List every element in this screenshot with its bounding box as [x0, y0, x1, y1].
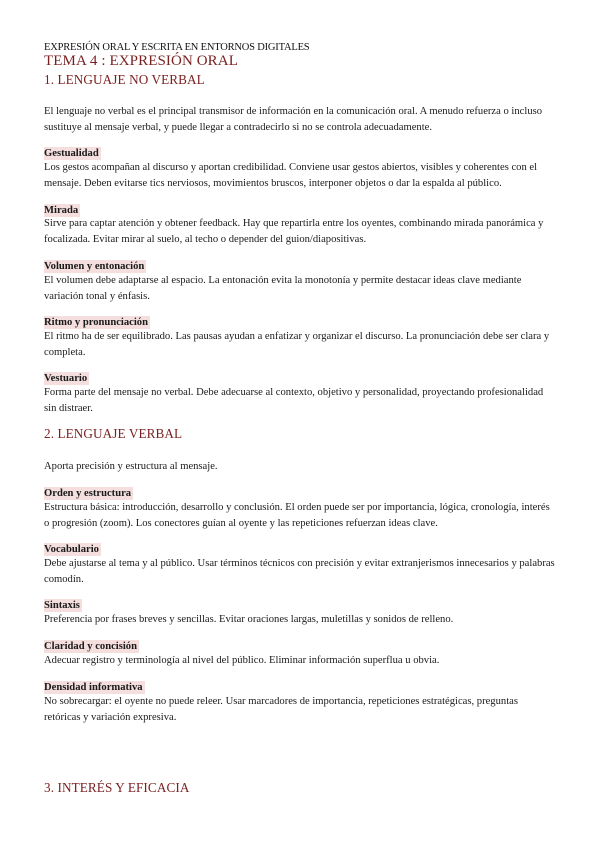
paragraph-vestuario: Forma parte del mensaje no verbal. Debe adecuarse al contexto, objetivo y personalidad, proyectando profesionalidad sin distraer. — [44, 387, 544, 414]
topic-title: TEMA 4 : EXPRESIÓN ORAL — [44, 53, 238, 69]
section-heading-verbal: 2. LENGUAJE VERBAL — [44, 426, 183, 441]
section-heading-nonverbal: 1. LENGUAJE NO VERBAL — [44, 72, 205, 87]
subheading-densidad: Densidad informativa — [44, 682, 143, 693]
paragraph-vocabulario: Debe ajustarse al tema y al público. Usar términos técnicos con precisión y evitar extranjerismos innecesarios y palabras comodín. — [44, 558, 555, 585]
subheading-vocabulario: Vocabulario — [44, 544, 99, 555]
course-title: EXPRESIÓN ORAL Y ESCRITA EN ENTORNOS DIGITALES — [44, 42, 310, 53]
subheading-sintaxis: Sintaxis — [44, 600, 80, 611]
section-intro-verbal: Aporta precisión y estructura al mensaje. — [44, 461, 218, 472]
paragraph-volumen: El volumen debe adaptarse al espacio. La entonación evita la monotonía y permite destacar ideas clave mediante variación tonal y énfasis. — [44, 275, 522, 302]
subheading-gestualidad: Gestualidad — [44, 148, 99, 159]
paragraph-gestualidad: Los gestos acompañan al discurso y aportan credibilidad. Conviene usar gestos abiertos, visibles y coherentes con el mensaje. Deben evitarse tics nerviosos, movimientos bruscos, interponer objetos o dar la espalda al público. — [44, 162, 538, 189]
paragraph-orden: Estructura básica: introducción, desarrollo y conclusión. El orden puede ser por importancia, lógica, cronología, interés o progresión (zoom). Los conectores guían al oyente y las repeticiones refuerzan ideas clave. — [44, 502, 550, 529]
subheading-claridad: Claridad y concisión — [44, 641, 138, 652]
section-intro-nonverbal: El lenguaje no verbal es el principal transmisor de información en la comunicación oral. A menudo refuerza o incluso sustituye al mensaje verbal, y puede llegar a contradecirlo si no se controla adecuadamente. — [44, 106, 543, 133]
subheading-volumen: Volumen y entonación — [44, 261, 145, 272]
subheading-mirada: Mirada — [44, 205, 79, 216]
paragraph-claridad: Adecuar registro y terminología al nivel del público. Eliminar información superflua u obvia. — [44, 655, 440, 666]
paragraph-sintaxis: Preferencia por frases breves y sencillas. Evitar oraciones largas, muletillas y sonidos de relleno. — [44, 614, 454, 625]
paragraph-densidad: No sobrecargar: el oyente no puede releer. Usar marcadores de importancia, repeticiones estratégicas, preguntas retóricas y variación expresiva. — [44, 696, 518, 723]
paragraph-ritmo: El ritmo ha de ser equilibrado. Las pausas ayudan a enfatizar y organizar el discurso. La pronunciación debe ser clara y completa. — [44, 331, 550, 358]
paragraph-mirada: Sirve para captar atención y obtener feedback. Hay que repartirla entre los oyentes, combinando mirada panorámica y focalizada. Evitar mirar al suelo, al techo o depender del guion/diapositivas. — [44, 218, 544, 245]
subheading-orden: Orden y estructura — [44, 488, 132, 499]
subheading-ritmo: Ritmo y pronunciación — [44, 317, 148, 328]
section-heading-interes: 3. INTERÉS Y EFICACIA — [44, 780, 190, 795]
subheading-vestuario: Vestuario — [44, 373, 88, 384]
